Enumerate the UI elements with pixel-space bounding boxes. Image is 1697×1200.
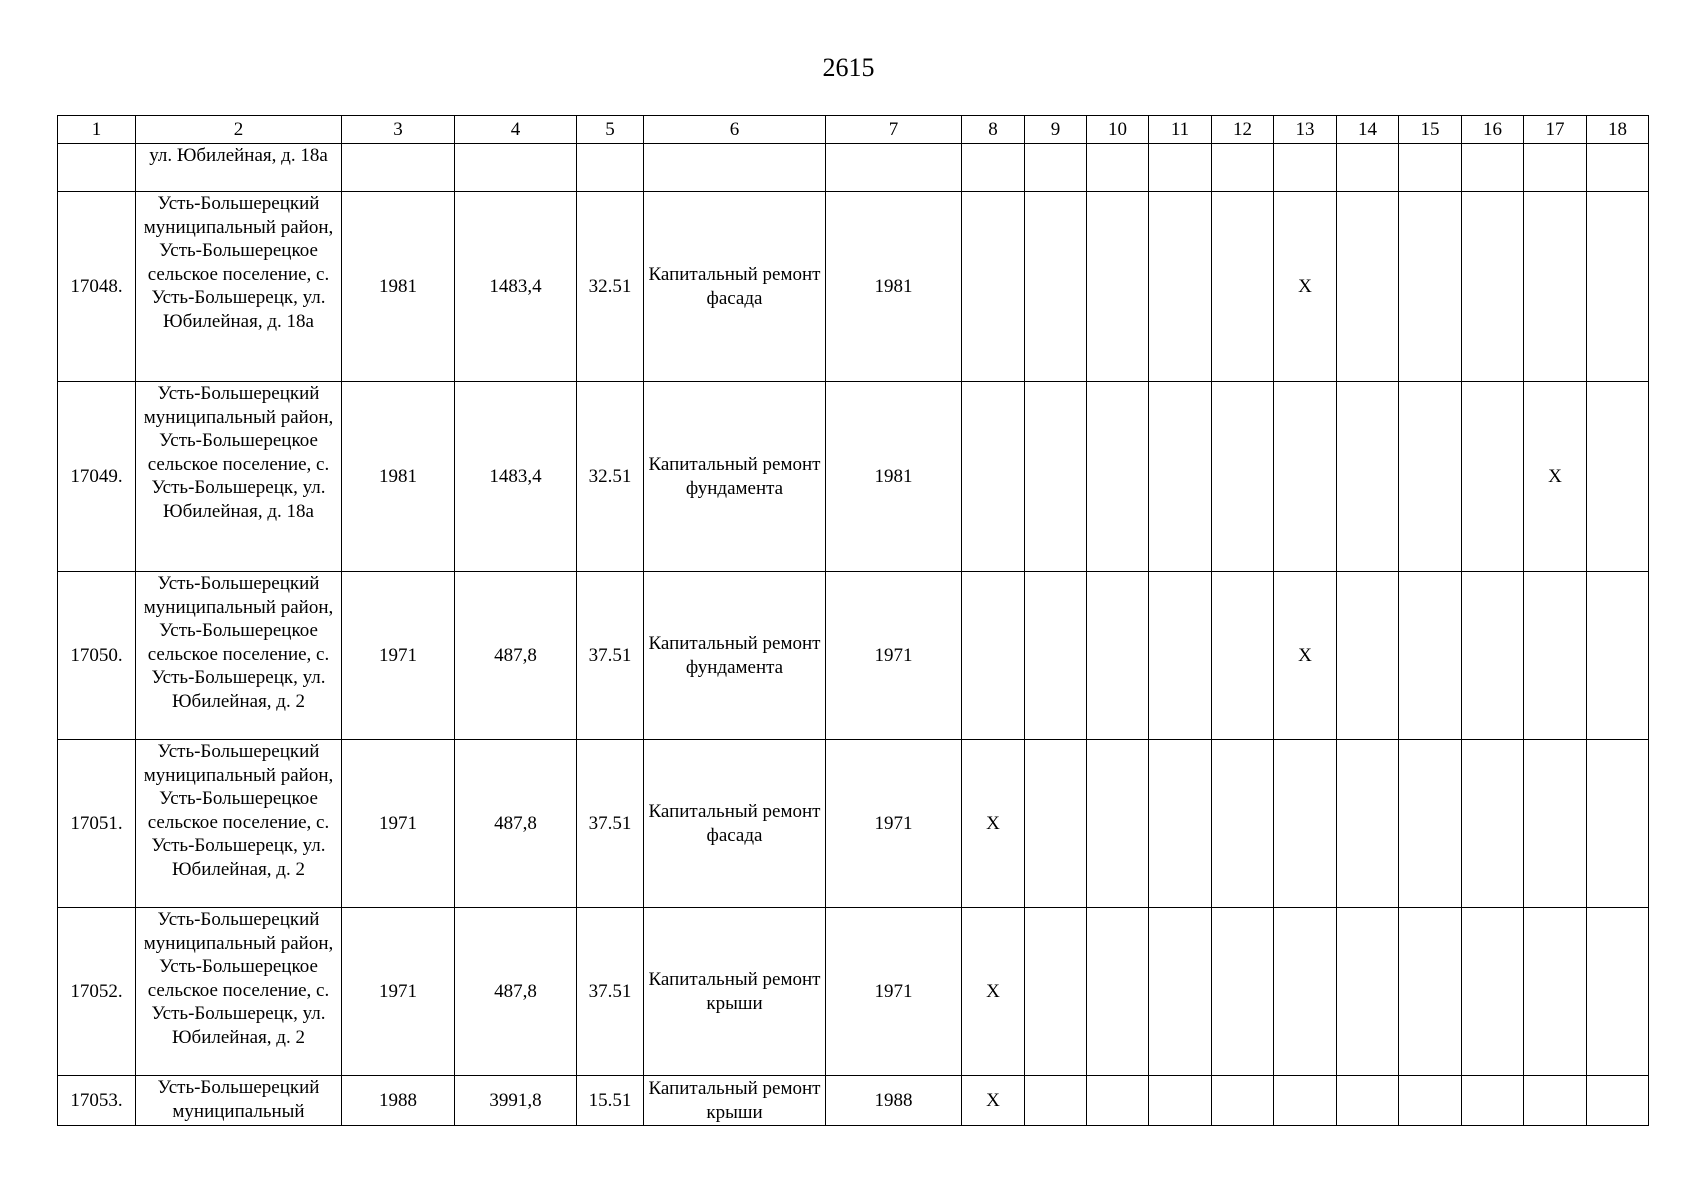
- mark-cell: [1087, 1076, 1149, 1126]
- build-year-cell: 1971: [342, 740, 455, 908]
- mark-cell: [1025, 908, 1087, 1076]
- mark-cell: [1587, 382, 1649, 572]
- mark-cell: [1025, 572, 1087, 740]
- mark-cell: [1587, 144, 1649, 192]
- mark-cell: [1587, 908, 1649, 1076]
- column-header: 14: [1337, 116, 1399, 144]
- column-header: 4: [455, 116, 577, 144]
- table-row: [58, 740, 1649, 908]
- row-number: 17050.: [58, 572, 136, 740]
- area-cell: 3991,8: [455, 1076, 577, 1126]
- column-header: 17: [1524, 116, 1587, 144]
- address-cell: ул. Юбилейная, д. 18а: [136, 144, 342, 192]
- mark-cell: [1025, 144, 1087, 192]
- mark-cell: [1149, 740, 1212, 908]
- mark-cell: [1274, 382, 1337, 572]
- mark-cell: [1149, 908, 1212, 1076]
- mark-cell: [1149, 144, 1212, 192]
- area-cell: [455, 144, 577, 192]
- build-year-cell: 1971: [342, 572, 455, 740]
- work-type-cell: Капитальный ремонт фасада: [644, 740, 826, 908]
- repair-table: [57, 115, 1649, 1126]
- code-cell: 37.51: [577, 572, 644, 740]
- mark-cell: X: [1274, 192, 1337, 382]
- row-number: 17052.: [58, 908, 136, 1076]
- work-type-cell: Капитальный ремонт крыши: [644, 908, 826, 1076]
- area-cell: 1483,4: [455, 382, 577, 572]
- mark-cell: [1399, 1076, 1462, 1126]
- table-row: [58, 572, 1649, 740]
- column-header: 11: [1149, 116, 1212, 144]
- column-header: 3: [342, 116, 455, 144]
- work-type-cell: Капитальный ремонт фундамента: [644, 572, 826, 740]
- code-cell: 32.51: [577, 192, 644, 382]
- table-row: [58, 1076, 1649, 1126]
- mark-cell: [1524, 1076, 1587, 1126]
- mark-cell: [1087, 572, 1149, 740]
- header-row: [58, 116, 1649, 144]
- mark-cell: X: [1274, 572, 1337, 740]
- column-header: 9: [1025, 116, 1087, 144]
- mark-cell: [1212, 572, 1274, 740]
- mark-cell: [1587, 1076, 1649, 1126]
- mark-cell: [1462, 572, 1524, 740]
- mark-cell: [1149, 192, 1212, 382]
- mark-cell: [1274, 740, 1337, 908]
- mark-cell: [962, 144, 1025, 192]
- address-cell: Усть-Большерецкий муниципальный район, Усть-Большерецкое сельское поселение, с. Усть-Большерецк, ул. Юбилейная, д. 18а: [136, 192, 342, 382]
- area-cell: 487,8: [455, 572, 577, 740]
- mark-cell: [1025, 1076, 1087, 1126]
- table-row: [58, 192, 1649, 382]
- code-cell: 37.51: [577, 740, 644, 908]
- mark-cell: [1399, 382, 1462, 572]
- mark-cell: [1462, 1076, 1524, 1126]
- mark-cell: [1524, 740, 1587, 908]
- mark-cell: X: [962, 1076, 1025, 1126]
- mark-cell: [1274, 1076, 1337, 1126]
- mark-cell: [962, 192, 1025, 382]
- mark-cell: [1462, 740, 1524, 908]
- year-cell: 1971: [826, 908, 962, 1076]
- row-number: 17051.: [58, 740, 136, 908]
- page-number: 2615: [822, 53, 875, 82]
- mark-cell: [1025, 192, 1087, 382]
- year-cell: 1971: [826, 740, 962, 908]
- mark-cell: [1274, 144, 1337, 192]
- mark-cell: [1149, 1076, 1212, 1126]
- area-cell: 487,8: [455, 908, 577, 1076]
- row-number: 17048.: [58, 192, 136, 382]
- mark-cell: [1462, 382, 1524, 572]
- address-cell: Усть-Большерецкий муниципальный район, Усть-Большерецкое сельское поселение, с. Усть-Большерецк, ул. Юбилейная, д. 2: [136, 572, 342, 740]
- mark-cell: [1337, 192, 1399, 382]
- column-header: 7: [826, 116, 962, 144]
- table-row: [58, 908, 1649, 1076]
- mark-cell: [1212, 740, 1274, 908]
- address-cell: Усть-Большерецкий муниципальный район, Усть-Большерецкое сельское поселение, с. Усть-Большерецк, ул. Юбилейная, д. 18а: [136, 382, 342, 572]
- column-header: 1: [58, 116, 136, 144]
- mark-cell: [1524, 908, 1587, 1076]
- mark-cell: [1149, 572, 1212, 740]
- table-row: [58, 144, 1649, 192]
- mark-cell: [1149, 382, 1212, 572]
- year-cell: 1981: [826, 192, 962, 382]
- mark-cell: [1212, 1076, 1274, 1126]
- mark-cell: [1337, 572, 1399, 740]
- row-number: 17053.: [58, 1076, 136, 1126]
- row-number: [58, 144, 136, 192]
- build-year-cell: 1988: [342, 1076, 455, 1126]
- mark-cell: [1025, 382, 1087, 572]
- column-header: 13: [1274, 116, 1337, 144]
- mark-cell: [1337, 382, 1399, 572]
- year-cell: [826, 144, 962, 192]
- mark-cell: [1399, 740, 1462, 908]
- column-header: 12: [1212, 116, 1274, 144]
- build-year-cell: [342, 144, 455, 192]
- mark-cell: [1462, 908, 1524, 1076]
- address-cell: Усть-Большерецкий муниципальный район, Усть-Большерецкое сельское поселение, с. Усть-Большерецк, ул. Юбилейная, д. 2: [136, 908, 342, 1076]
- column-header: 16: [1462, 116, 1524, 144]
- year-cell: 1988: [826, 1076, 962, 1126]
- build-year-cell: 1981: [342, 382, 455, 572]
- mark-cell: [1087, 908, 1149, 1076]
- work-type-cell: Капитальный ремонт крыши: [644, 1076, 826, 1126]
- code-cell: [577, 144, 644, 192]
- build-year-cell: 1981: [342, 192, 455, 382]
- mark-cell: [1212, 192, 1274, 382]
- mark-cell: [1087, 382, 1149, 572]
- code-cell: 15.51: [577, 1076, 644, 1126]
- work-type-cell: Капитальный ремонт фундамента: [644, 382, 826, 572]
- address-cell: Усть-Большерецкий муниципальный: [136, 1076, 342, 1126]
- column-header: 2: [136, 116, 342, 144]
- mark-cell: [962, 382, 1025, 572]
- mark-cell: [1337, 1076, 1399, 1126]
- mark-cell: X: [962, 740, 1025, 908]
- mark-cell: [1212, 144, 1274, 192]
- mark-cell: [1337, 144, 1399, 192]
- mark-cell: [1587, 572, 1649, 740]
- mark-cell: [962, 572, 1025, 740]
- mark-cell: [1087, 144, 1149, 192]
- area-cell: 1483,4: [455, 192, 577, 382]
- mark-cell: [1524, 192, 1587, 382]
- mark-cell: [1462, 192, 1524, 382]
- mark-cell: [1087, 192, 1149, 382]
- build-year-cell: 1971: [342, 908, 455, 1076]
- year-cell: 1981: [826, 382, 962, 572]
- year-cell: 1971: [826, 572, 962, 740]
- column-header: 5: [577, 116, 644, 144]
- mark-cell: [1399, 144, 1462, 192]
- column-header: 6: [644, 116, 826, 144]
- address-cell: Усть-Большерецкий муниципальный район, Усть-Большерецкое сельское поселение, с. Усть-Большерецк, ул. Юбилейная, д. 2: [136, 740, 342, 908]
- mark-cell: [1587, 740, 1649, 908]
- mark-cell: [1462, 144, 1524, 192]
- column-header: 18: [1587, 116, 1649, 144]
- work-type-cell: [644, 144, 826, 192]
- mark-cell: [1399, 192, 1462, 382]
- mark-cell: [1087, 740, 1149, 908]
- mark-cell: [1524, 572, 1587, 740]
- mark-cell: X: [1524, 382, 1587, 572]
- mark-cell: X: [962, 908, 1025, 1076]
- work-type-cell: Капитальный ремонт фасада: [644, 192, 826, 382]
- column-header: 10: [1087, 116, 1149, 144]
- code-cell: 32.51: [577, 382, 644, 572]
- mark-cell: [1399, 908, 1462, 1076]
- area-cell: 487,8: [455, 740, 577, 908]
- column-header: 8: [962, 116, 1025, 144]
- mark-cell: [1212, 382, 1274, 572]
- mark-cell: [1587, 192, 1649, 382]
- mark-cell: [1399, 572, 1462, 740]
- mark-cell: [1337, 908, 1399, 1076]
- table-row: [58, 382, 1649, 572]
- column-header: 15: [1399, 116, 1462, 144]
- mark-cell: [1274, 908, 1337, 1076]
- mark-cell: [1337, 740, 1399, 908]
- row-number: 17049.: [58, 382, 136, 572]
- code-cell: 37.51: [577, 908, 644, 1076]
- mark-cell: [1212, 908, 1274, 1076]
- mark-cell: [1025, 740, 1087, 908]
- mark-cell: [1524, 144, 1587, 192]
